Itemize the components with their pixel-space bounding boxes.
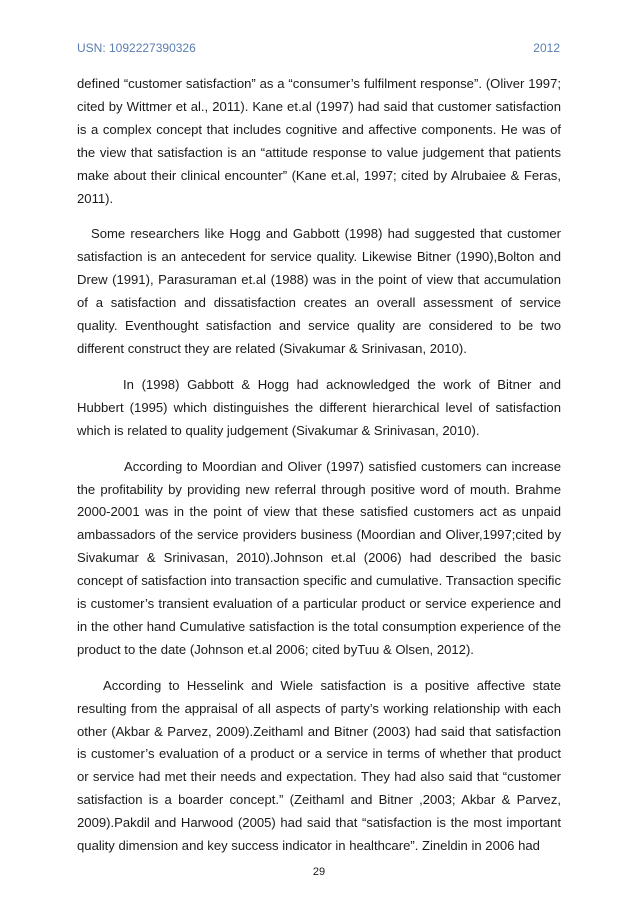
header-year: 2012 <box>533 41 560 55</box>
page-number: 29 <box>312 866 326 878</box>
header-usn: USN: 1092227390326 <box>77 41 196 55</box>
paragraph-4: According to Moordian and Oliver (1997) satisfied customers can increase the profitability by providing new referral through positive word of mouth. Brahme 2000-2001 was in the point of view that these satisfied customers act as unpaid ambassadors of the service providers business (Moordian and Oliver,1997;cited by Sivakumar & Srinivasan, 2010).Johnson et.al (2006) had described the basic concept of satisfaction into transaction specific and cumulative. Transaction specific is customer’s transient evaluation of a particular product or service experience and in the other hand Cumulative satisfaction is the total consumption experience of the product to the date (Johnson et.al 2006; cited byTuu & Olsen, 2012). <box>77 458 561 657</box>
page-header <box>77 41 560 57</box>
paragraph-2: Some researchers like Hogg and Gabbott (1998) had suggested that customer satisfaction is an antecedent for service quality. Likewise Bitner (1990),Bolton and Drew (1991), Parasuraman et.al (1988) was in the point of view that accumulation of a satisfaction and dissatisfaction creates an overall assessment of service quality. Eventhought satisfaction and service quality are considered to be two different construct they are related (Sivakumar & Srinivasan, 2010). <box>77 226 561 356</box>
paragraph-1: defined “customer satisfaction” as a “consumer’s fulfilment response”. (Oliver 1997; cited by Wittmer et al., 2011). Kane et.al (1997) had said that customer satisfaction is a complex concept that includes cognitive and affective components. He was of the view that satisfaction is an “attitude response to value judgement that patients make about their clinical encounter” (Kane et.al, 1997; cited by Alrubaiee & Feras, 2011). <box>77 76 561 206</box>
paragraph-3: In (1998) Gabbott & Hogg had acknowledged the work of Bitner and Hubbert (1995) which distinguishes the different hierarchical level of satisfaction which is related to quality judgement (Sivakumar & Srinivasan, 2010). <box>77 376 561 438</box>
body-text <box>77 73 561 871</box>
paragraph-5: According to Hesselink and Wiele satisfaction is a positive affective state resulting from the appraisal of all aspects of party’s working relationship with each other (Akbar & Parvez, 2009).Zeithaml and Bitner (2003) had said that satisfaction is customer’s evaluation of a product or a service in terms of whether that product or service had met their needs and expectation. They had also said that “customer satisfaction is a boarder concept.” (Zeithaml and Bitner ,2003; Akbar & Parvez, 2009).Pakdil and Harwood (2005) had said that “satisfaction is the most important quality dimension and key success indicator in healthcare”. Zineldin in 2006 had <box>77 677 561 854</box>
